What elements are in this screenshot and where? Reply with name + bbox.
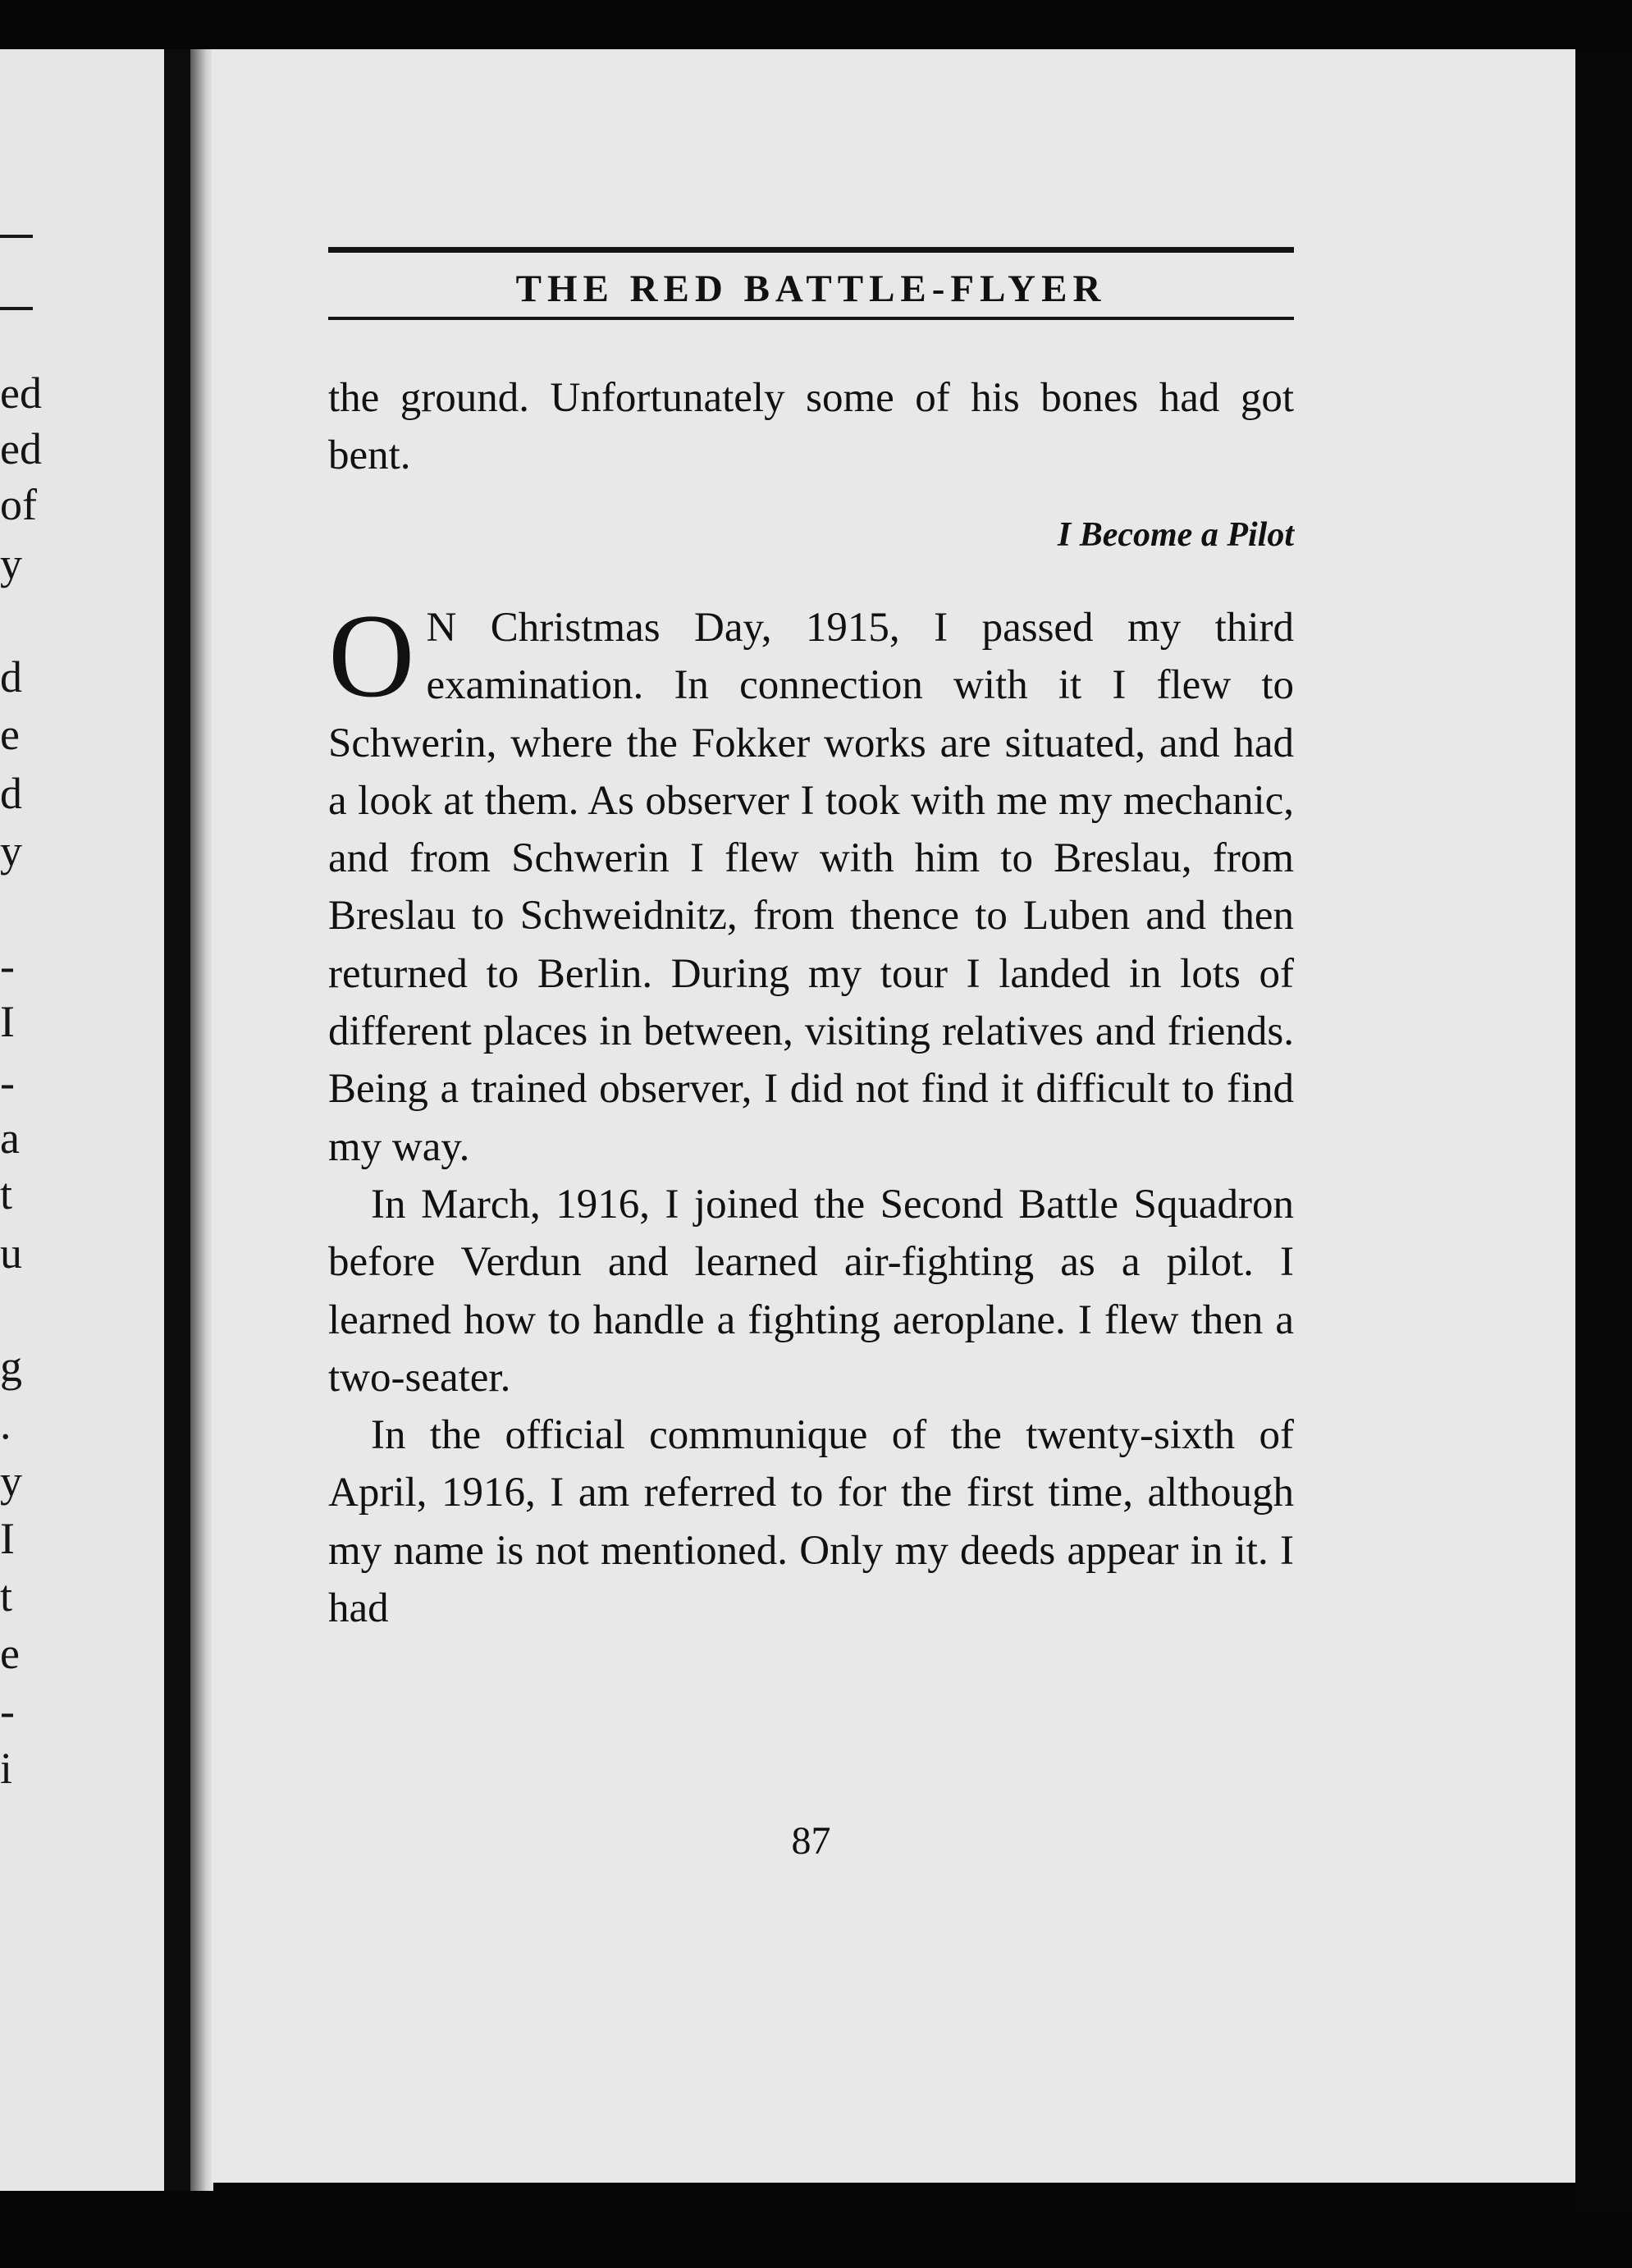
opening-paragraph [328, 589, 1294, 1176]
paragraph: In the official communique of the twenty-sixth of April, 1916, I am referred to for the first time, although my name is not mentioned. Only my deeds appear in it. I had [328, 1412, 1294, 1632]
facing-page-fragment: t [0, 1571, 13, 1621]
facing-page-fragment: - [0, 1058, 15, 1107]
facing-page-fragment: i [0, 1744, 13, 1793]
facing-page-rule [0, 235, 33, 238]
page-number: 87 [791, 1819, 831, 1863]
facing-page-fragment: d [0, 652, 22, 702]
facing-page-fragment: t [0, 1169, 13, 1219]
facing-page-fragment: of [0, 480, 37, 529]
facing-page-fragment: I [0, 1514, 15, 1563]
facing-page-fragment: ed [0, 424, 42, 473]
continued-paragraph [328, 369, 1294, 485]
facing-page-fragment: e [0, 710, 20, 759]
facing-page-fragment: u [0, 1228, 22, 1278]
facing-page-fragment: d [0, 769, 22, 818]
facing-page-rule [0, 307, 33, 310]
facing-page-fragment: - [0, 1686, 15, 1735]
header-rule-bottom [328, 317, 1294, 320]
running-head: THE RED BATTLE-FLYER [515, 267, 1107, 310]
facing-page-fragment: y [0, 539, 22, 588]
section-heading: I Become a Pilot [1057, 516, 1294, 554]
facing-page-fragment: . [0, 1399, 11, 1448]
drop-cap: O [328, 589, 415, 722]
facing-page-fragment: I [0, 997, 15, 1046]
facing-page-fragment: a [0, 1113, 20, 1163]
facing-page-fragment: ed [0, 368, 42, 418]
continued-text: the ground. Unfortunately some of his bones had got bent. [328, 375, 1294, 479]
facing-page-fragment: - [0, 941, 15, 990]
facing-page-fragment: g [0, 1342, 22, 1391]
facing-page-fragment: y [0, 1456, 22, 1506]
facing-page-fragment: e [0, 1629, 20, 1678]
gutter-shadow [190, 49, 213, 2191]
facing-page-fragment: y [0, 826, 22, 876]
scan-border-right [1575, 49, 1632, 2215]
book-gutter [164, 49, 190, 2191]
facing-page-edge [0, 49, 164, 2191]
paragraph: In March, 1916, I joined the Second Battle Squadron before Verdun and learned air-fighting as a pilot. I learned how to handle a fighting aeroplane. I flew then a two-seater. [328, 1181, 1294, 1401]
opening-paragraph-text: N Christmas Day, 1915, I passed my third examination. In connection with it I flew to Schwerin, where the Fokker works are situated, and had a look at them. As observer I took with me my mechanic, and from Schwerin I flew with him to Breslau, from Breslau to Schweidnitz, from thence to Luben and then returned to Berlin. During my tour I landed in lots of different places in between, visiting relatives and friends. Being a trained observer, I did not find it difficult to find my way. [328, 605, 1294, 1170]
chapter-body [328, 589, 1294, 1637]
header-rule-top [328, 247, 1294, 253]
